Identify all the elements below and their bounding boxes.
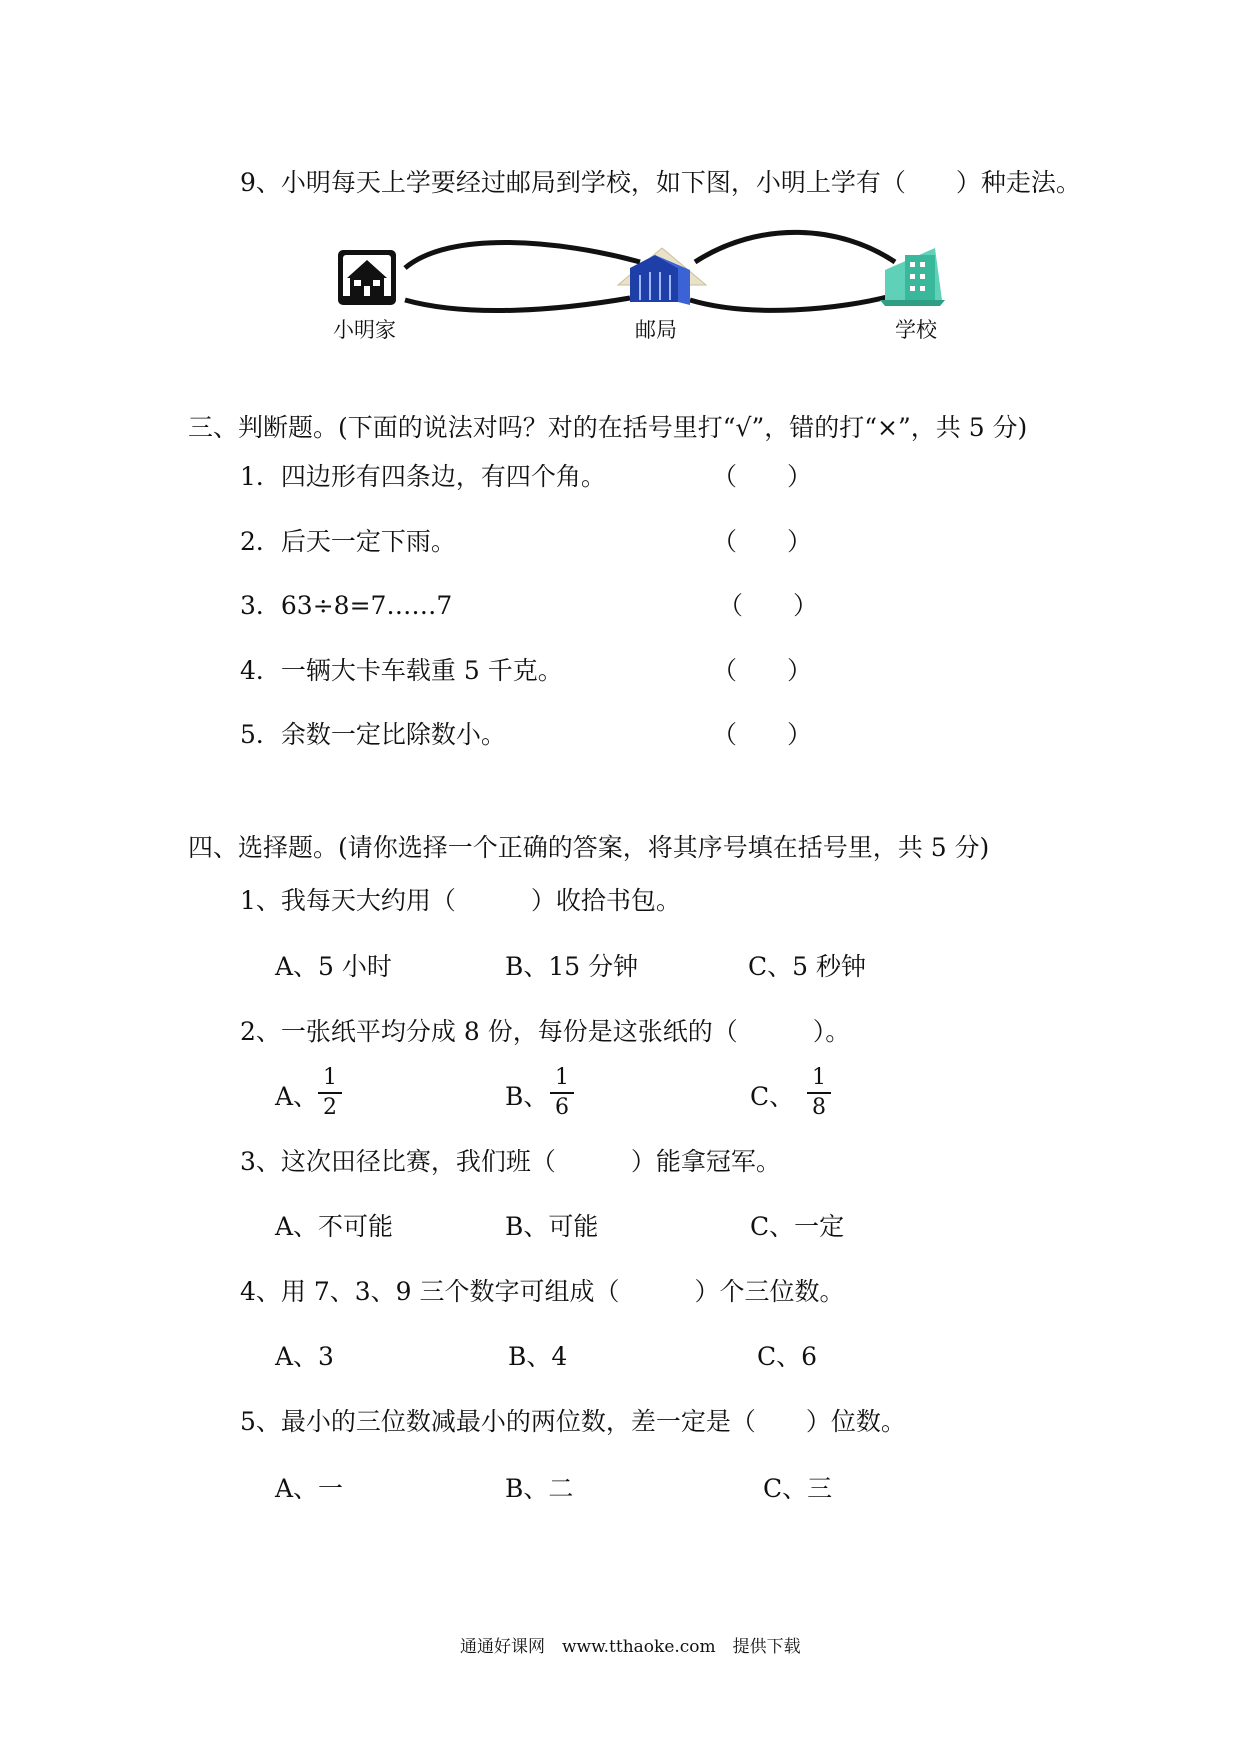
judge-answer-paren-2[interactable]: （ ） [712, 527, 813, 556]
choice-q3-text: 3、这次田径比赛，我们班（ ）能拿冠军。 [240, 1147, 781, 1176]
judge-item-4: 4．一辆大卡车载重 5 千克。 [240, 656, 563, 685]
choice-q2-option-c-label[interactable]: C、 [750, 1082, 795, 1111]
choice-q3-option-b[interactable]: B、可能 [505, 1212, 599, 1241]
choice-q4-option-a[interactable]: A、3 [275, 1342, 334, 1371]
judge-answer-paren-1[interactable]: （ ） [712, 462, 813, 491]
route-path-home-post-lower [405, 298, 630, 311]
choice-q5-text: 5、最小的三位数减最小的两位数，差一定是（ ）位数。 [240, 1407, 906, 1436]
judge-answer-paren-4[interactable]: （ ） [712, 656, 813, 685]
q9-text: 9、小明每天上学要经过邮局到学校，如下图，小明上学有（ ）种走法。 [240, 168, 1081, 197]
choice-q2-text: 2、一张纸平均分成 8 份，每份是这张纸的（ ）。 [240, 1017, 851, 1046]
section-3-title: 三、判断题。(下面的说法对吗？对的在括号里打“√”，错的打“×”，共 5 分) [188, 413, 1028, 442]
choice-q1-option-c[interactable]: C、5 秒钟 [748, 952, 866, 981]
footer-source: 通通好课网 www.tthaoke.com 提供下载 [460, 1637, 801, 1657]
choice-q5-option-a[interactable]: A、一 [275, 1474, 344, 1503]
route-path-home-post-upper [405, 242, 640, 268]
judge-item-5: 5．余数一定比除数小。 [240, 720, 506, 749]
house-icon [338, 250, 396, 305]
choice-q4-option-c[interactable]: C、6 [757, 1342, 818, 1371]
choice-q3-option-a[interactable]: A、不可能 [275, 1212, 394, 1241]
fraction-one-half [318, 1066, 342, 1120]
judge-item-3: 3．63÷8=7……7 [240, 591, 453, 620]
choice-q2-option-b-label[interactable]: B、 [505, 1082, 549, 1111]
fraction-one-eighth [807, 1066, 831, 1120]
choice-q1-text: 1、我每天大约用（ ）收拾书包。 [240, 886, 681, 915]
fraction-numerator: 1 [812, 1065, 826, 1090]
judge-item-2: 2．后天一定下雨。 [240, 527, 456, 556]
route-path-post-school-upper [695, 232, 895, 262]
fraction-denominator: 2 [323, 1094, 337, 1120]
label-post-office: 邮局 [635, 318, 677, 342]
judge-answer-paren-5[interactable]: （ ） [712, 720, 813, 749]
choice-q5-option-c[interactable]: C、三 [763, 1474, 833, 1503]
choice-q5-option-b[interactable]: B、二 [505, 1474, 574, 1503]
fraction-denominator: 6 [555, 1094, 569, 1120]
section-4-title: 四、选择题。(请你选择一个正确的答案，将其序号填在括号里，共 5 分) [188, 833, 990, 862]
fraction-numerator: 1 [555, 1065, 569, 1090]
choice-q1-option-b[interactable]: B、15 分钟 [505, 952, 639, 981]
judge-item-1: 1．四边形有四条边，有四个角。 [240, 462, 606, 491]
choice-q3-option-c[interactable]: C、一定 [750, 1212, 845, 1241]
choice-q1-option-a[interactable]: A、5 小时 [275, 952, 392, 981]
fraction-numerator: 1 [323, 1065, 337, 1090]
post-office-building-icon [618, 248, 706, 305]
fraction-denominator: 8 [812, 1094, 826, 1120]
route-diagram [0, 0, 1240, 360]
route-path-post-school-lower [690, 295, 895, 310]
fraction-one-sixth [550, 1066, 574, 1120]
choice-q4-option-b[interactable]: B、4 [508, 1342, 568, 1371]
choice-q2-option-a-label[interactable]: A、 [275, 1082, 319, 1111]
choice-q4-text: 4、用 7、3、9 三个数字可组成（ ）个三位数。 [240, 1277, 845, 1306]
label-school: 学校 [895, 318, 937, 342]
judge-answer-paren-3[interactable]: （ ） [718, 591, 819, 620]
label-home: 小明家 [333, 318, 396, 342]
